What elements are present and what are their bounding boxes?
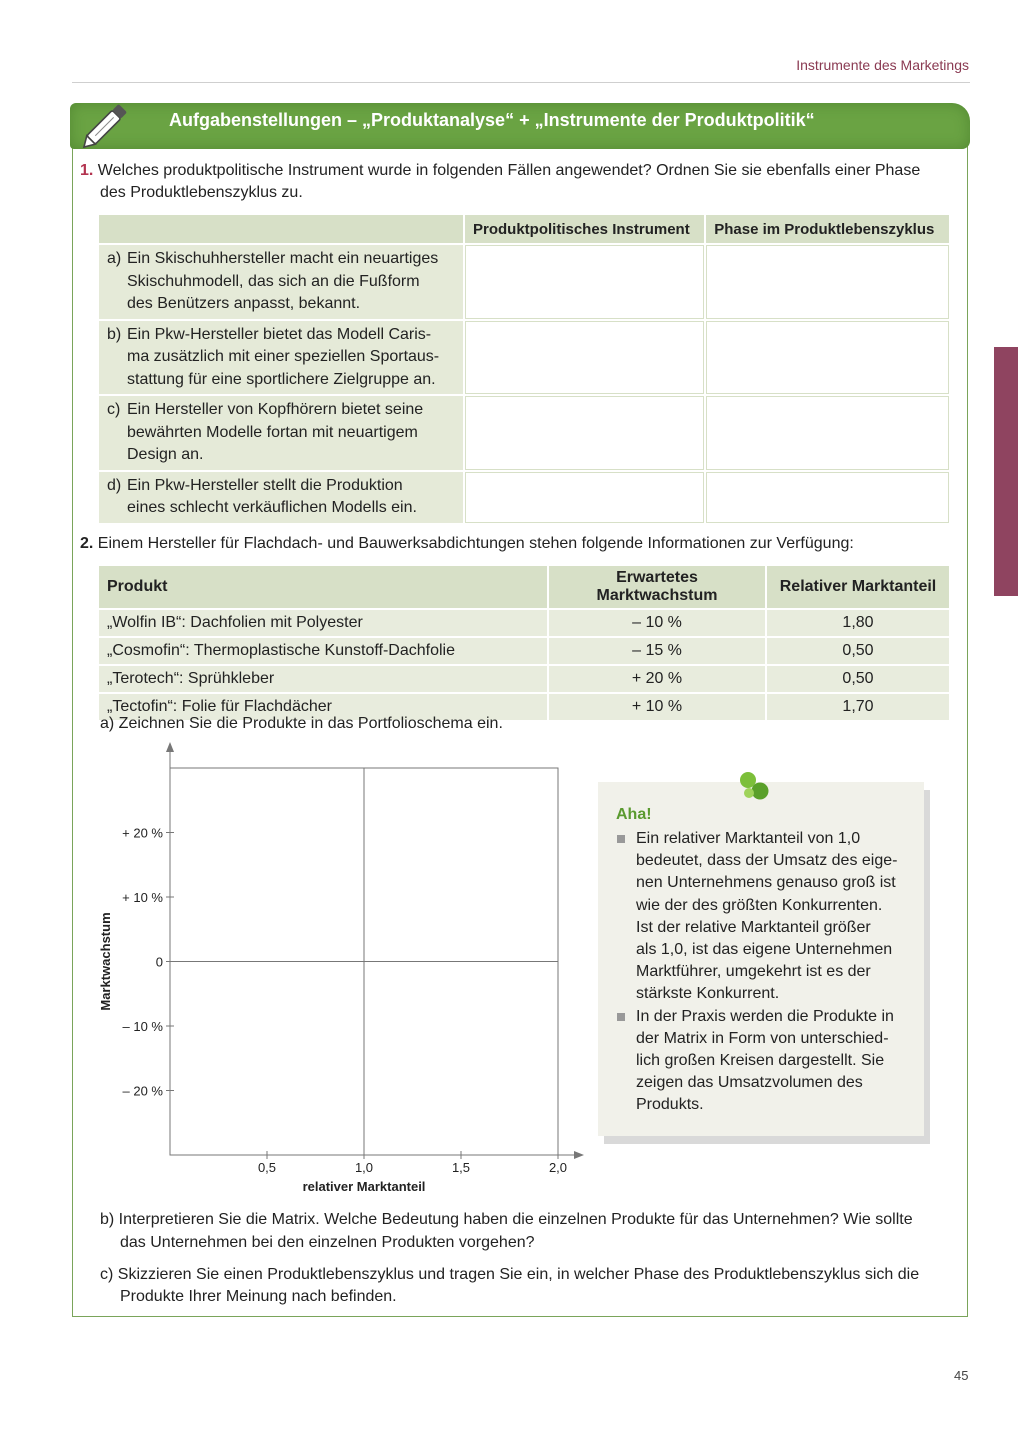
aha-line: Produkts. [636,1096,704,1114]
question-number: 2. [80,535,94,552]
subtask-c-cont: Produkte Ihrer Meinung nach befinden. [120,1288,397,1305]
case-line: bewährten Modelle fortan mit neuartigem [127,423,418,441]
aha-line: Ein relativer Marktanteil von 1,0 [636,830,861,847]
subtask-a: a) Zeichnen Sie die Produkte in das Portfolioschema ein. [100,715,503,732]
question-2 [80,533,854,555]
product-name: „Terotech“: Sprühkleber [99,666,547,692]
y-tick-label: 0 [155,954,163,970]
answer-cell-phase[interactable] [706,396,949,470]
market-growth: + 20 % [549,666,765,692]
y-tick-label: – 10 % [122,1019,163,1034]
list-item [616,828,916,1006]
aha-line: In der Praxis werden die Produkte in [636,1007,894,1025]
aha-line: zeigen das Umsatzvolumen des [636,1074,863,1092]
aha-line: nen Unternehmens genauso groß ist [636,874,896,892]
portfolio-chart[interactable] [90,738,600,1200]
aha-line: bedeutet, dass der Umsatz des eige- [636,852,898,870]
product-table [97,564,951,722]
question-number: 1. [80,162,94,179]
product-name: „Cosmofin“: Thermoplastische Kunstoff-Dachfolie [99,638,547,664]
case-line: Ein Hersteller von Kopfhörern bietet seine [127,401,424,418]
table-row [99,321,949,395]
pencil-icon [80,98,136,148]
case-line: stattung für eine sportlichere Zielgruppe an. [127,370,436,388]
aha-line: als 1,0, ist das eigene Unternehmen [636,941,893,959]
case-line: Ein Pkw-Hersteller stellt die Produktion [127,476,403,494]
answer-cell-instrument[interactable] [465,245,704,319]
section-title: Instrumente des Marketings [796,57,969,73]
answer-cell-phase[interactable] [706,472,949,523]
table-header: Relativer Marktanteil [767,566,949,608]
aha-title: Aha! [616,806,652,823]
y-axis-arrow [166,742,174,752]
subtask-c: c) Skizzieren Sie einen Produktlebenszyklus und tragen Sie ein, in welcher Phase des Produktlebenszyklus sich die [100,1266,920,1283]
case-line: Ein Pkw-Hersteller bietet das Modell Caris- [127,325,432,343]
table-header: Produktpolitisches Instrument [465,215,704,243]
answer-cell-phase[interactable] [706,321,949,395]
aha-line: Marktführer, umgekehrt ist es der [636,963,871,981]
case-label [99,472,463,523]
table-row [99,610,949,636]
market-share: 1,80 [767,610,949,636]
bullet-square-icon [617,835,625,843]
y-tick-label: + 20 % [122,825,163,841]
aha-line: stärkste Konkurrent. [636,985,780,1003]
case-letter: b) [107,325,122,343]
subtask-b-cont: das Unternehmen bei den einzelnen Produkten vorgehen? [120,1234,535,1251]
question-text: Einem Hersteller für Flachdach- und Bauwerksabdichtungen stehen folgende Informationen zur Verfügung: [97,535,854,552]
table-header: Erwartetes Marktwachstum [549,566,765,608]
x-tick-label: 1,5 [451,1160,471,1175]
answer-cell-instrument[interactable] [465,396,704,470]
page-number: 45 [954,1368,969,1383]
header-divider [72,82,970,83]
y-tick-label: – 20 % [122,1083,163,1099]
table-row [99,396,949,470]
answer-cell-instrument[interactable] [465,321,704,395]
x-tick-label: 1,0 [354,1160,374,1175]
x-axis-label: relativer Marktanteil [302,1179,426,1194]
case-letter: c) [107,401,121,418]
case-line: Ein Skischuhhersteller macht ein neuartiges [127,250,439,267]
table-header-empty [99,215,463,243]
product-name: „Wolfin IB“: Dachfolien mit Polyester [99,610,547,636]
market-share: 0,50 [767,666,949,692]
case-label [99,245,463,319]
chapter-tab [994,347,1018,596]
clover-icon [736,768,772,804]
aha-line: der Matrix in Form von unterschied- [636,1029,889,1047]
answer-cell-phase[interactable] [706,245,949,319]
case-line: des Benützers anpasst, bekannt. [127,295,361,312]
market-share: 0,50 [767,638,949,664]
case-label [99,396,463,470]
table-header: Phase im Produktlebenszyklus [706,215,949,243]
question-1 [80,160,920,182]
table-row [99,472,949,523]
market-growth: – 15 % [549,638,765,664]
table-row [99,638,949,664]
table-row [99,245,949,319]
aha-line: lich großen Kreisen dargestellt. Sie [636,1052,885,1070]
question-text: Welches produktpolitische Instrument wurde in folgenden Fällen angewendet? Ordnen Sie sie ebenfalls einer Phase [97,162,921,179]
table-header: Produkt [99,566,547,608]
answer-cell-instrument[interactable] [465,472,704,523]
aha-line: wie der des größten Konkurrenten. [636,896,883,914]
table-row [99,666,949,692]
market-growth: – 10 % [549,610,765,636]
market-share: 1,70 [767,694,949,720]
market-growth: + 10 % [549,694,765,720]
bullet-square-icon [617,1013,625,1021]
product-name: „Tectofin“: Folie für Flachdächer [99,694,547,720]
table-header-row [99,566,949,608]
aha-list [616,828,916,1117]
question-1-cont: des Produktlebenszyklus zu. [100,184,303,201]
x-tick-label: 0,5 [257,1160,277,1175]
y-tick-label: + 10 % [122,890,163,905]
case-line: Skischuhmodell, das sich an die Fußform [127,272,420,290]
case-line: ma zusätzlich mit einer speziellen Sportaus- [127,348,440,365]
x-axis-arrow [574,1151,584,1159]
case-line: Design an. [127,446,204,463]
banner-title: Aufgabenstellungen – „Produktanalyse“ + „Instrumente der Produktpolitik“ [169,110,815,130]
x-tick-label: 2,0 [548,1160,568,1175]
table-header-row [99,215,949,243]
instrument-table [97,213,951,525]
case-line: eines schlecht verkäuflichen Modells ein. [127,499,417,516]
case-letter: d) [107,476,122,494]
subtask-b: b) Interpretieren Sie die Matrix. Welche Bedeutung haben die einzelnen Produkte für das Unternehmen? Wie sollte [100,1211,913,1228]
case-label [99,321,463,395]
y-axis-label: Marktwachstum [98,912,113,1011]
case-letter: a) [107,250,122,267]
aha-line: Ist der relative Marktanteil größer [636,918,871,936]
list-item [616,1006,916,1117]
